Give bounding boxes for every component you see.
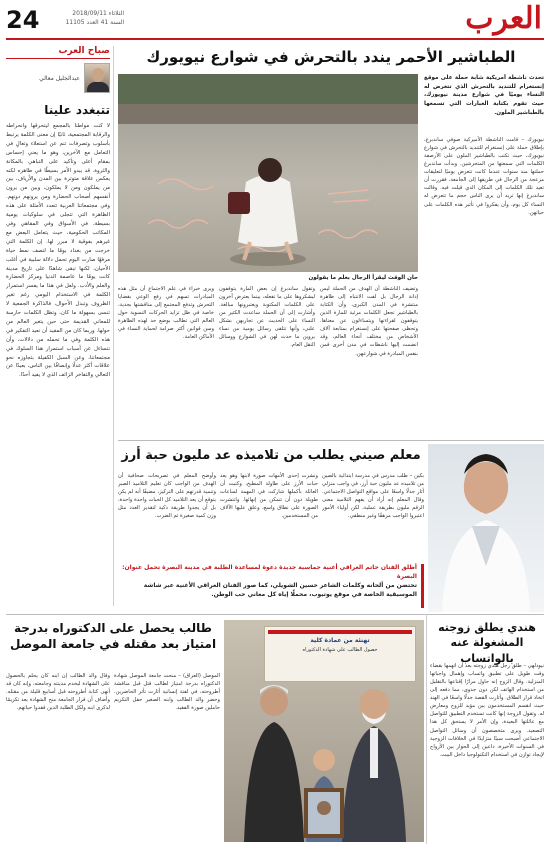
callout-body: تحتضن من ألحانه وكلمات الشاعر حسين الشويلي، كما صور الفنان العراقي الأغنية عبر شاشة الموسيقية الخاصة في موقع يوتيوب، محملًا إياه كل معاني حب الوطن. xyxy=(143,582,417,599)
avatar-head xyxy=(92,68,104,82)
issue-date xyxy=(44,10,124,26)
banner-subtext: حصول الطالب على شهادة الدكتوراه xyxy=(302,647,378,653)
graduation-photo xyxy=(224,620,424,842)
column-title: تتبغدد علينا xyxy=(44,103,110,117)
middle-story-body-b: ونشرت إحدى الأمهات صورة لابنها وهو يعد حبات الأرز على طاولة المطبخ، وكتبت أن العائلة بأكملها شاركت في المهمة لساعات طويلة دون أن تتمكن من إنهائها. وانتشرت الصورة على نطاق واسع، وعلق عليها الآلاف من المستخدمين. xyxy=(220,473,318,520)
portrait-frame xyxy=(304,788,344,838)
top-story-body-d: ويرى خبراء في علم الاجتماع أن مثل هذه المبادرات تسهم في رفع الوعي بقضايا التحرش وتدفع المجتمع إلى مناقشتها بجدية، خاصة في ظل تزايد الحركات النسوية حول العالم التي تطالب بوضع حد لهذه الظاهرة وسن قوانين أكثر صرامة لحماية النساء في الأماكن العامة. xyxy=(118,286,214,341)
masthead-rule xyxy=(6,38,544,40)
callout-title: أطلق الفنان حاتم العراقي أغنية حماسية جديدة دعوة لمساعدة الطلبة في مدينة البصرة تحمل عنوان: البصرة xyxy=(122,564,417,580)
issue-date-line1: الثلاثاء 2018/09/11 xyxy=(72,10,124,17)
top-story-body-a: نيويورك – قامت الناشطة الأميركية صوفي ساندبرغ، بإطلاق حملة على إنستغرام للتنديد بالتحرش في شوارع نيويورك، حيث تكتب بالطباشير الملون على الأرصفة الكلمات التي سمعتها من المتحرشين. وبدأت ساندبرغ حملتها منذ سنوات عندما كانت تتعرض يوميًا لتعليقات مزعجة من الرجال في طريقها إلى الجامعة، فقررت أن تعيد تلك الكلمات إلى المكان الذي قيلت فيه. وقالت ساندبرغ إنها تريد أن يرى الناس حجم ما تتعرض له النساء كل يوم، وأن يفكروا في تأثير هذه الكلمات على حياتهن. xyxy=(424,137,544,216)
top-story-photo xyxy=(118,74,418,272)
top-story-headline: الطباشير الأحمر يندد بالتحرش في شوارع نيويورك xyxy=(146,48,516,66)
man-left xyxy=(244,685,304,842)
bottom-column-divider xyxy=(426,614,427,844)
avatar-body xyxy=(87,82,109,93)
banner-text: تهنئة من عمادة كلية xyxy=(310,637,370,644)
family-figures xyxy=(224,620,424,842)
top-story-body-c: وتقول ساندبرغ إن بعض المارة يتوقفون ليشكروها على ما تفعله، بينما يعترض آخرون على الكلمات المكتوبة ويعتبرونها مبالغة. وأشارت إلى أن الحملة ساعدت الكثير من النساء على الحديث عن تجاربهن بشكل علني، وأنها تتلقى رسائل يومية من نساء يروين ما حدث لهن في الشوارع ووسائل النقل العام. xyxy=(219,286,315,349)
photo-caption: حان الوقت ليقرأ الرجال بعلم ما يقولون xyxy=(308,275,418,281)
section-rule-1 xyxy=(118,440,544,441)
bottom-left-body-b: وقال والد الطالب إن ابنه كان يحلم بالحصول على الشهادة ليخدم مدينته وجامعته، وإنه كان قد أنهى كتابة أطروحته قبل أسابيع قليلة من مقتله. وأضاف أن قرار الجامعة منح الشهادة يعد تكريمًا لذكرى ابنه ولكل الطلبة الذين فقدوا حياتهم. xyxy=(6,673,110,712)
woman-figure xyxy=(228,158,306,266)
column-author: عبدالجليل معالي xyxy=(39,74,80,82)
middle-story-headline: معلم صيني يطلب من تلاميذه عد مليون حبة أرز xyxy=(121,448,421,463)
column-divider xyxy=(113,46,114,606)
column-header: صباح العرب xyxy=(6,46,110,59)
music-callout xyxy=(118,564,424,608)
section-rule-2 xyxy=(6,614,544,615)
top-story-body-b: وتضيف الناشطة أن الهدف من الحملة ليس إدانة الرجال بل لفت الانتباه إلى ظاهرة منتشرة في المدن الكبرى، وأن الكتابة بالطباشير تجعل الكلمات مرئية للمارة الذين يتوقفون لقراءتها ويتساءلون عن معناها. وتحظى صفحتها على إنستغرام بمتابعة آلاف الأشخاص من مختلف أنحاء العالم، وقد انضمت إليها ناشطات في مدن أخرى قمن بنفس المبادرة في شوارعهن. xyxy=(320,286,418,357)
column-body: لا كنت مواطنا بالمجمع ليتحرقها وانحراطه والرقابة المجتمعية، ثانيًا إن معنى الكلمة يرتبط بأسلوب وتصرفات تنم عن استعلاء وتعالٍ في التعامل مع الآخرين، وهو ما يعني إحساس بمقام أعلى وتأكيد على التباهي بالمكانة والثروة. قد يبدو الأمر بسيطًا في ظاهره لكنه يعكس علاقة متوترة بين المدن والأرياف، بين من يملكون ومن لا يملكون، وبين من يرون أنفسهم أصحاب الحضارة ومن يرونهم دونهم. وفي مجتمعاتنا العربية تتعدد الأمثلة على هذه الظاهرة التي تتجلى في سلوكيات يومية بسيطة، في الأسواق وفي المقاهي وفي المكاتب الحكومية، حيث يتعامل البعض مع غيرهم بفوقية لا مبرر لها. إن الكلمة التي خرجت من بغداد يومًا ما لتصف نمط حياة مرفهًا صارت اليوم تحمل دلالة سلبية في أغلب الأحيان، لكنها تبقى شاهدًا على تاريخ مدينة كانت يومًا ما عاصمة الدنيا ومركز الحضارة والعلم والأدب. ولعل في هذا ما يفسر استمرار الكلمة في الاستخدام اليومي رغم تغير الظروف وتبدل الأحوال، فالذاكرة الجمعية لا تنسى بسهولة ما كان، وتظل الكلمات حارسة للمعاني القديمة حتى حين يتغير العالم من حولها. وربما كان من المفيد أن نعيد التفكير في هذه الكلمة وفي ما تحمله من دلالات، وأن نتساءل عن أسباب استمرار هذا السلوك في مجتمعاتنا، وعن السبل الكفيلة بتجاوزه نحو علاقات أكثر عدلًا وإنصافًا بين الناس، بعيدًا عن التعالي والتفاخر الزائف الذي لا يفيد أحدًا. xyxy=(6,123,110,379)
author-avatar xyxy=(84,63,110,93)
man-right xyxy=(342,689,406,842)
issue-date-line2: السنة 41 العدد 11105 xyxy=(65,19,124,26)
street-scene xyxy=(118,74,418,272)
bottom-right-body: نيودلهي – طلق رجل هندي زوجته بعد أن اتهمها بقضاء وقت طويل على تطبيق واتساب وإهمال واجباتها المنزلية. وقال الزوج إنه حاول مرارًا إقناعها بالتقليل من استخدام الهاتف لكن دون جدوى، مما دفعه إلى اتخاذ قرار الطلاق. وأثارت القصة جدلًا واسعًا في الهند حيث انقسم المستخدمون بين مؤيد للزوج ومعارض له. وتقول الزوجة إنها كانت تستخدم التطبيق للتواصل مع عائلتها البعيدة، وإن الأمر لا يستحق كل هذا التصعيد. ويرى متخصصون أن وسائل التواصل الاجتماعي أصبحت سببًا متزايدًا في الخلافات الزوجية في السنوات الأخيرة، داعين إلى الحوار بين الأزواج لإيجاد توازن في استخدام التكنولوجيا داخل البيت. xyxy=(430,663,544,758)
masthead xyxy=(0,0,550,42)
middle-portrait xyxy=(428,444,544,612)
page-number: 24 xyxy=(6,6,40,34)
background-trees xyxy=(118,74,418,108)
middle-story-body-c: وأوضح المعلم في تصريحات صحافية أن الهدف من الواجب كان تعليم التلاميذ الصبر وتنمية قدرتهم على التركيز، مضيفًا أنه لم يكن يتوقع أن يعد التلاميذ كل الحبات واحدة واحدة، بل أن يجدوا طريقة ذكية لتقدير العدد مثل وزن كمية صغيرة ثم الضرب. xyxy=(118,473,216,520)
top-story-lead: تحدث ناشطة أمريكية شابة حملة على موقع إنستغرام للتنديد بالتحرش الذي تتعرض له النساء يوميًا في شوارع مدينة نيويورك، حيث تقوم بكتابة العبارات التي تسمعها بالطباشير الملون. xyxy=(424,75,544,116)
opinion-column xyxy=(6,46,110,606)
bottom-right-headline: هندي يطلق زوجته المشغولة عنه بالواتساب xyxy=(438,621,536,665)
bottom-left-body-a: الموصل (العراق) – منحت جامعة الموصل شهادة الدكتوراه بدرجة امتياز لطالب قتل قبل مناقشة أطروحته، في لفتة إنسانية أثارت تأثر الحاضرين. وحضر والد الطالب وابنه الصغير حفل التكريم حاملين صورة الفقيد. xyxy=(114,673,220,712)
masthead-logo: العرب xyxy=(465,1,542,36)
middle-story-body-a: بكين – طلب مدرس في مدرسة ابتدائية بالصين من تلاميذه عد مليون حبة أرز، في واجب منزلي أثار جدلًا واسعًا على مواقع التواصل الاجتماعي. وقال المعلم إنه أراد أن يفهم التلاميذ معنى الرقم مليون بطريقة عملية، لكن أولياء الأمور اعتبروا الواجب مرهقًا وغير منطقي. xyxy=(322,473,424,520)
background-crowd xyxy=(118,104,418,124)
bottom-left-headline: طالب يحصل على الدكتوراه بدرجة امتياز بعد مقتله في جامعة الموصل xyxy=(9,621,217,652)
singer-figure xyxy=(428,444,544,612)
